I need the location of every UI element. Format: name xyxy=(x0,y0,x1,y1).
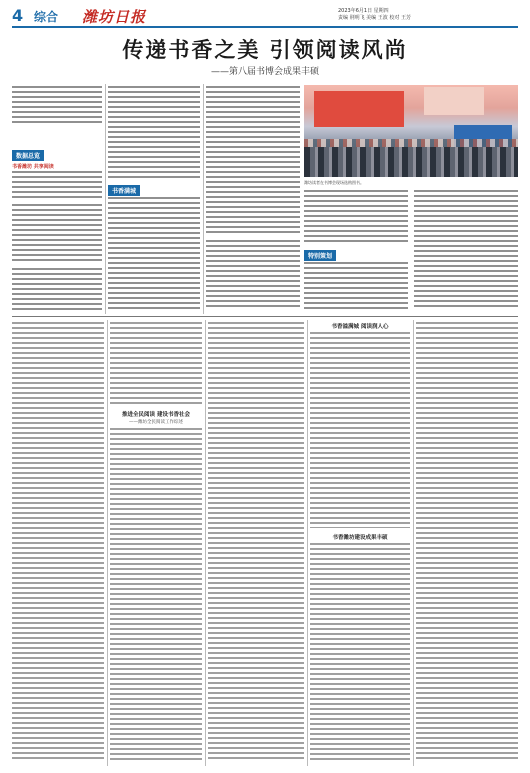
column-3-text-a xyxy=(206,86,300,236)
column-1-text-c xyxy=(12,268,102,310)
lower-column-4-text-b xyxy=(310,543,410,762)
photo-banner xyxy=(314,91,404,127)
column-1-text-b xyxy=(12,204,102,264)
column-4-text-a xyxy=(304,190,408,245)
photo-caption: 潍坊读者在书博会现场选购图书。 xyxy=(304,180,364,185)
sidebar-label-1: 数据总览 xyxy=(12,150,44,161)
section-divider xyxy=(12,316,518,317)
masthead xyxy=(12,6,518,28)
column-divider xyxy=(203,84,204,314)
photo-crowd-front xyxy=(304,147,518,177)
lower-block-title-1: 推进全民阅读 建设书香社会 xyxy=(122,412,190,418)
lower-column-5 xyxy=(416,322,518,762)
column-divider xyxy=(107,320,108,766)
sidebar-label-2: 书香满城 xyxy=(108,185,140,196)
column-1-text-a xyxy=(12,171,102,201)
masthead-meta xyxy=(338,8,518,22)
column-divider xyxy=(205,320,206,766)
page-number: 4 xyxy=(12,6,24,25)
page-subhead: ——第八届书博会成果丰硕 xyxy=(210,67,319,77)
column-divider xyxy=(307,320,308,766)
lower-column-3 xyxy=(208,322,304,762)
column-4-text-b xyxy=(304,262,408,310)
lower-block-subtitle-1: ——潍坊全民阅读工作综述 xyxy=(129,420,183,425)
lower-column-2-text-a xyxy=(110,322,202,406)
book-fair-crowd-photo xyxy=(304,85,518,177)
lower-column-1 xyxy=(12,322,104,762)
sidebar-label-3: 特别策划 xyxy=(304,250,336,261)
lower-block-title-2: 书香溢满城 阅读润人心 xyxy=(331,324,389,330)
column-2-text-a xyxy=(108,86,200,181)
column-5-text xyxy=(414,190,518,310)
column-divider xyxy=(413,320,414,766)
photo-sign xyxy=(424,87,484,115)
sidebar-title-1: 书香潍坊 共享阅读 xyxy=(12,164,54,170)
date-line: 2023年6月1日 星期四 xyxy=(338,8,389,14)
lead-paragraph xyxy=(12,86,102,124)
page-headline: 传递书香之美 引领阅读风尚 xyxy=(122,37,408,62)
lower-column-4-text-a xyxy=(310,332,410,528)
editor-line: 责编 荆明飞 美编 王波 校对 王芳 xyxy=(338,15,411,21)
section-name: 综合 xyxy=(34,10,59,24)
column-2-text-b xyxy=(108,197,200,310)
paper-logo: 潍坊日报 xyxy=(82,8,147,26)
lower-block-title-3: 书香潍坊建设成果丰硕 xyxy=(332,535,388,541)
column-3-text-b xyxy=(206,240,300,310)
column-divider xyxy=(105,84,106,314)
lower-column-2-text-b xyxy=(110,428,202,762)
